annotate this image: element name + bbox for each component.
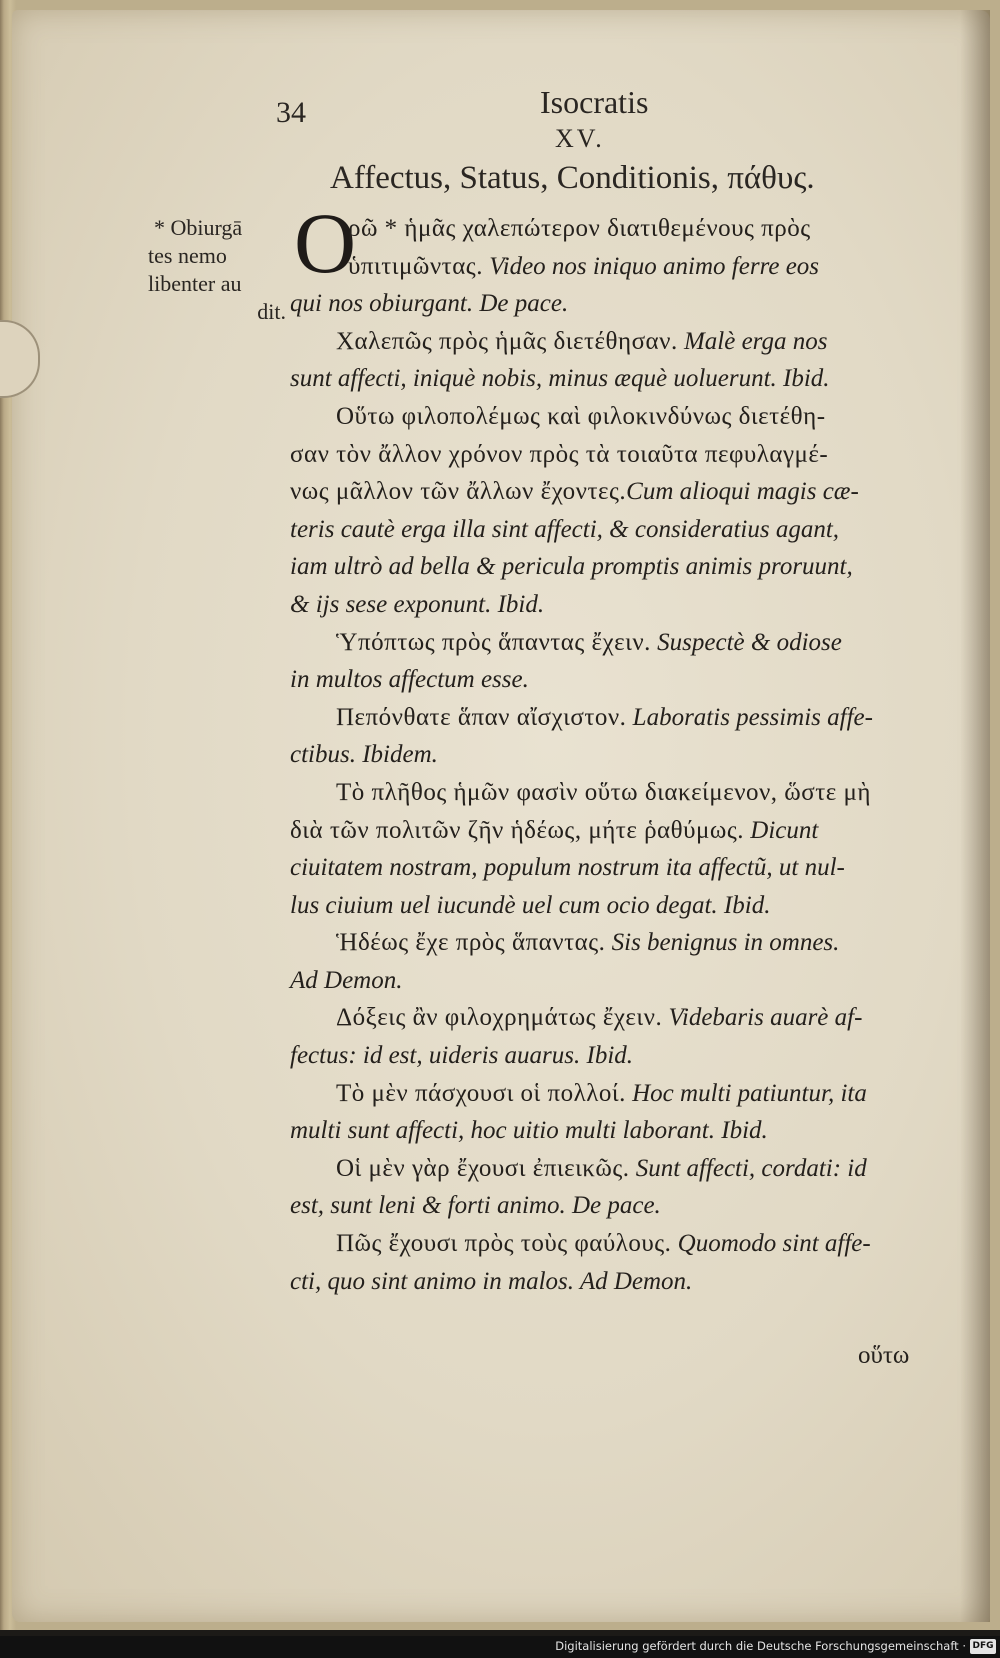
latin-text: teris cautè erga illa sint affecti, & consideratius agant, xyxy=(290,515,840,543)
running-title: Isocratis xyxy=(540,84,649,120)
body-line xyxy=(290,774,926,812)
section-number: XV. xyxy=(555,124,605,153)
body-line xyxy=(290,699,926,737)
body-line xyxy=(290,210,926,248)
body-line xyxy=(290,1263,926,1301)
body-line xyxy=(290,548,926,586)
page-number: 34 xyxy=(276,96,306,129)
body-line xyxy=(290,285,926,323)
body-line xyxy=(290,1037,926,1075)
body-line xyxy=(290,812,926,850)
greek-text: σαν τὸν ἄλλον χρόνον πρὸς τὰ τοιαῦτα πεφυλαγμέ- xyxy=(290,440,829,468)
greek-text: Πεπόνθατε ἅπαν αἴσχιστον. xyxy=(336,703,627,731)
latin-text: fectus: id est, uideris auarus. Ibid. xyxy=(290,1042,634,1070)
body-line xyxy=(290,360,926,398)
greek-text: Τὸ πλῆθος ἡμῶν φασὶν οὕτω διακείμενον, ὥστε μὴ xyxy=(336,778,871,806)
latin-text: Video nos iniquo animo ferre eos xyxy=(482,252,820,280)
body-line xyxy=(290,849,926,887)
latin-text: lus ciuium uel iucundè uel cum ocio degat. Ibid. xyxy=(290,891,771,919)
body-line xyxy=(290,1187,926,1225)
latin-text: Ad Demon. xyxy=(290,966,403,994)
spine-shadow xyxy=(960,10,990,1622)
latin-text: Quomodo sint affe- xyxy=(671,1230,871,1258)
greek-text: ὑπιτιμῶντας. xyxy=(348,252,483,280)
marginal-note-line: libenter au xyxy=(148,271,242,296)
footer-bar xyxy=(0,1636,1000,1658)
greek-text: Οἱ μὲν γὰρ ἔχουσι ἐπιεικῶς. xyxy=(336,1154,630,1182)
body-line xyxy=(290,736,926,774)
body-line xyxy=(290,924,926,962)
latin-text: ciuitatem nostram, populum nostrum ita affectũ, ut nul- xyxy=(290,854,845,882)
greek-text: Πῶς ἔχουσι πρὸς τοὺς φαύλους. xyxy=(336,1230,672,1258)
greek-text: Δόξεις ἂν φιλοχρημάτως ἔχειν. xyxy=(336,1004,663,1032)
body-line xyxy=(290,511,926,549)
latin-text: qui nos obiurgant. De pace. xyxy=(290,290,569,318)
latin-text: multi sunt affecti, hoc uitio multi laborant. Ibid. xyxy=(290,1117,768,1145)
body-line xyxy=(290,586,926,624)
latin-text: est, sunt leni & forti animo. De pace. xyxy=(290,1192,661,1220)
body-line xyxy=(290,661,926,699)
greek-text: Χαλεπῶς πρὸς ἡμᾶς διετέθησαν. xyxy=(336,327,678,355)
body-line xyxy=(290,887,926,925)
body-line xyxy=(290,436,926,474)
latin-text: ctibus. Ibidem. xyxy=(290,741,438,769)
body-line xyxy=(290,248,926,286)
marginal-note-line: dit. xyxy=(257,299,286,324)
marginal-note xyxy=(148,214,290,326)
body-line xyxy=(290,1150,926,1188)
latin-text: Sis benignus in omnes. xyxy=(605,929,840,957)
body-line xyxy=(290,999,926,1037)
latin-text: Dicunt xyxy=(744,816,819,844)
catchword: οὕτω xyxy=(858,1342,910,1369)
latin-text: iam ultrò ad bella & pericula promptis animis proruunt, xyxy=(290,553,853,581)
greek-text: ρῶ * ἡμᾶς χαλεπώτερον διατιθεμένους πρὸς xyxy=(348,215,811,242)
body-line xyxy=(290,1225,926,1263)
greek-text: νως μᾶλλον τῶν ἄλλων ἔχοντες. xyxy=(290,478,627,506)
greek-text: Ἡδέως ἔχε πρὸς ἅπαντας. xyxy=(336,929,606,957)
greek-text: Ὑπόπτως πρὸς ἅπαντας ἔχειν. xyxy=(336,628,651,656)
running-head xyxy=(0,84,978,134)
body-line xyxy=(290,1075,926,1113)
dfg-logo: DFG xyxy=(970,1639,996,1654)
body-line xyxy=(290,962,926,1000)
latin-text: Cum alioqui magis cæ- xyxy=(626,478,859,506)
marginal-note-line: * Obiurgā xyxy=(154,215,243,240)
latin-text: Videbaris auarè af- xyxy=(662,1004,863,1032)
body-line xyxy=(290,624,926,662)
body-line xyxy=(290,398,926,436)
body-text xyxy=(290,210,926,1300)
greek-text: διὰ τῶν πολιτῶν ζῆν ἡδέως, μήτε ῥαθύμως. xyxy=(290,816,745,844)
latin-text: in multos affectum esse. xyxy=(290,666,529,694)
latin-text: Hoc multi patiuntur, ita xyxy=(625,1079,867,1107)
latin-text: Suspectè & odiose xyxy=(650,628,842,656)
marginal-note-line: tes nemo xyxy=(148,243,227,268)
body-line xyxy=(290,323,926,361)
drop-cap: O xyxy=(294,195,357,291)
latin-text: & ijs sese exponunt. Ibid. xyxy=(290,590,545,618)
latin-text: sunt affecti, iniquè nobis, minus æquè uoluerunt. Ibid. xyxy=(290,365,830,393)
body-line xyxy=(290,1112,926,1150)
greek-text: Οὕτω φιλοπολέμως καὶ φιλοκινδύνως διετέθη- xyxy=(336,402,826,430)
latin-text: Laboratis pessimis affe- xyxy=(626,703,873,731)
body-line xyxy=(290,473,926,511)
section-title: Affectus, Status, Conditionis, πάθυς. xyxy=(330,160,815,196)
greek-text: Τὸ μὲν πάσχουσι οἱ πολλοί. xyxy=(336,1079,626,1107)
latin-text: cti, quo sint animo in malos. Ad Demon. xyxy=(290,1267,693,1295)
footer-credit: Digitalisierung gefördert durch die Deutsche Forschungsgemeinschaft · xyxy=(555,1639,966,1653)
latin-text: Sunt affecti, cordati: id xyxy=(629,1154,867,1182)
latin-text: Malè erga nos xyxy=(677,327,828,355)
